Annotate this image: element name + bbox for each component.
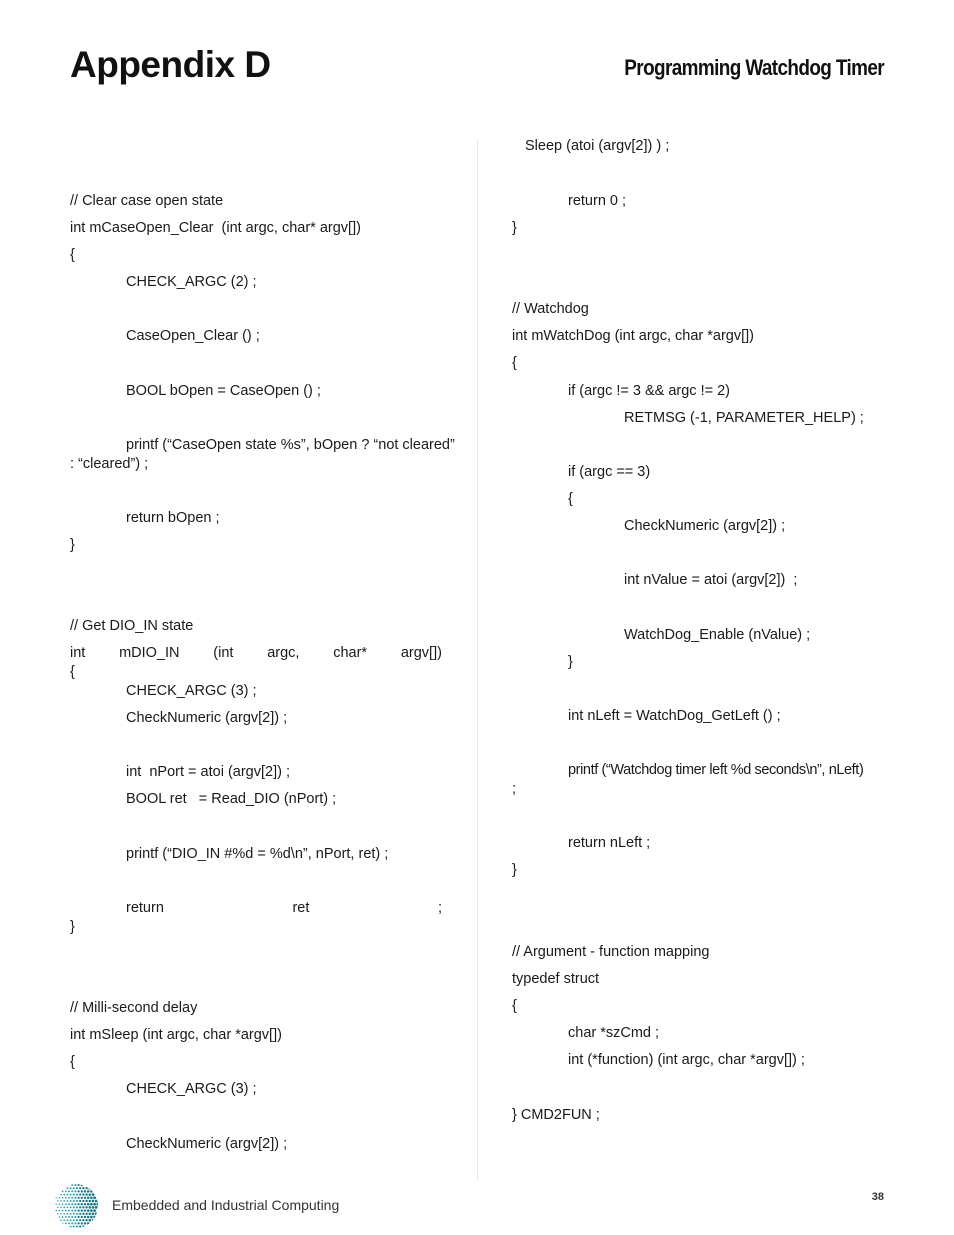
code-comment: // Argument - function mapping bbox=[512, 944, 710, 960]
code-line: int nPort = atoi (argv[2]) ; bbox=[126, 764, 291, 780]
code-comment: // Watchdog bbox=[512, 301, 589, 317]
code-line: RETMSG (-1, PARAMETER_HELP) ; bbox=[624, 410, 864, 426]
code-line: { bbox=[70, 247, 75, 263]
code-line: Sleep (atoi (argv[2]) ) ; bbox=[525, 138, 670, 154]
code-line: char *szCmd ; bbox=[568, 1025, 660, 1041]
code-comment: // Milli-second delay bbox=[70, 1000, 198, 1016]
column-divider bbox=[477, 140, 478, 1180]
code-line: int nValue = atoi (argv[2]) ; bbox=[624, 572, 798, 588]
code-line-justified bbox=[126, 899, 442, 918]
code-token: int bbox=[70, 645, 86, 661]
code-token: mDIO_IN bbox=[119, 645, 180, 661]
code-token: (int bbox=[213, 645, 234, 661]
code-line: CheckNumeric (argv[2]) ; bbox=[126, 1136, 288, 1152]
code-token: ret bbox=[292, 900, 310, 916]
code-line: printf (“CaseOpen state %s”, bOpen ? “not cleared” bbox=[126, 437, 455, 453]
code-line: } bbox=[568, 654, 573, 670]
code-token: argc, bbox=[267, 645, 300, 661]
code-line: } bbox=[70, 919, 75, 935]
code-token: argv[]) bbox=[400, 645, 442, 661]
code-line: CaseOpen_Clear () ; bbox=[126, 328, 260, 344]
code-line: WatchDog_Enable (nValue) ; bbox=[624, 627, 811, 643]
footer-company-text: Embedded and Industrial Computing bbox=[112, 1197, 340, 1213]
code-line: { bbox=[70, 664, 75, 680]
code-line: } bbox=[70, 537, 75, 553]
code-line: typedef struct bbox=[512, 971, 600, 987]
code-line: CHECK_ARGC (3) ; bbox=[126, 1081, 257, 1097]
code-line: : “cleared”) ; bbox=[70, 456, 149, 472]
code-line: } bbox=[512, 220, 517, 236]
code-line: CheckNumeric (argv[2]) ; bbox=[126, 710, 288, 726]
code-line: ; bbox=[512, 781, 517, 797]
code-line-justified bbox=[70, 644, 442, 663]
code-line: { bbox=[70, 1054, 75, 1070]
code-token: return bbox=[126, 900, 164, 916]
code-line: BOOL bOpen = CaseOpen () ; bbox=[126, 383, 321, 399]
code-line: { bbox=[512, 998, 517, 1014]
code-line: { bbox=[568, 491, 573, 507]
code-line: int mCaseOpen_Clear (int argc, char* argv[]) bbox=[70, 220, 361, 236]
company-logo-icon bbox=[48, 1182, 104, 1230]
code-line: if (argc == 3) bbox=[568, 464, 651, 480]
code-comment: // Get DIO_IN state bbox=[70, 618, 194, 634]
code-line: } bbox=[512, 862, 517, 878]
code-comment: // Clear case open state bbox=[70, 193, 224, 209]
code-line: CHECK_ARGC (3) ; bbox=[126, 683, 257, 699]
code-line: return 0 ; bbox=[568, 193, 627, 209]
code-line: { bbox=[512, 355, 517, 371]
section-title: Programming Watchdog Timer bbox=[624, 55, 884, 80]
code-token: ; bbox=[437, 900, 442, 916]
page-number: 38 bbox=[871, 1191, 884, 1203]
page-title: Appendix D bbox=[70, 44, 271, 85]
code-line: if (argc != 3 && argc != 2) bbox=[568, 383, 730, 399]
code-line: int (*function) (int argc, char *argv[]) ; bbox=[568, 1052, 805, 1068]
code-line: printf (“Watchdog timer left %d seconds\n”, nLeft) bbox=[568, 762, 864, 778]
code-line: return nLeft ; bbox=[568, 835, 651, 851]
code-token: char* bbox=[333, 645, 368, 661]
code-line: return bOpen ; bbox=[126, 510, 220, 526]
code-line: int nLeft = WatchDog_GetLeft () ; bbox=[568, 708, 781, 724]
code-line: BOOL ret = Read_DIO (nPort) ; bbox=[126, 791, 337, 807]
code-line: int mWatchDog (int argc, char *argv[]) bbox=[512, 328, 755, 344]
code-line: } CMD2FUN ; bbox=[512, 1107, 600, 1123]
code-line: printf (“DIO_IN #%d = %d\n”, nPort, ret) ; bbox=[126, 846, 389, 862]
code-line: CheckNumeric (argv[2]) ; bbox=[624, 518, 786, 534]
code-line: CHECK_ARGC (2) ; bbox=[126, 274, 257, 290]
code-line: int mSleep (int argc, char *argv[]) bbox=[70, 1027, 282, 1043]
